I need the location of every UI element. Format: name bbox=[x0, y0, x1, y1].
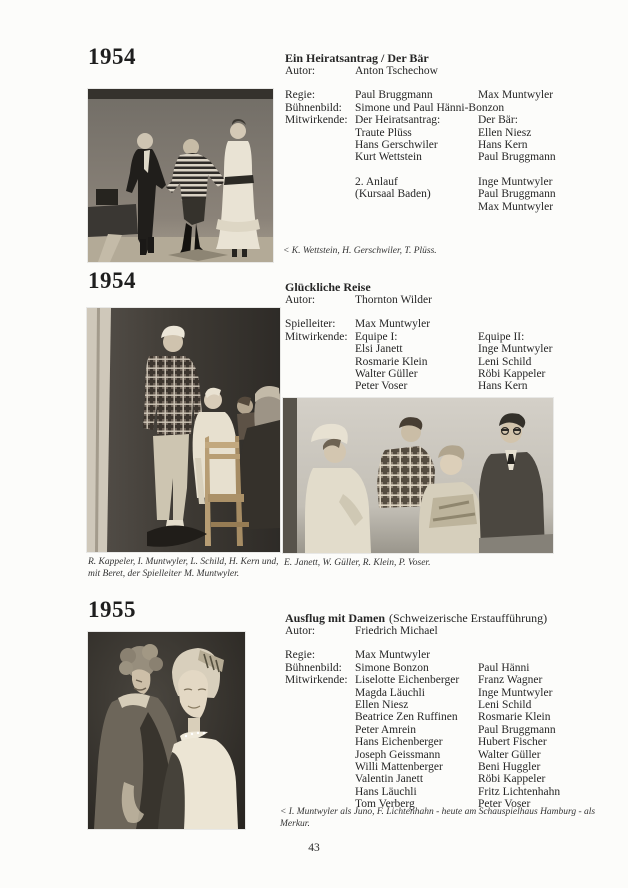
credit-col1: Anton Tschechow bbox=[355, 65, 438, 77]
credit-col2: Equipe II: bbox=[478, 330, 525, 343]
credit-col1: Max Muntwyler bbox=[355, 649, 431, 662]
credit-col2: Paul Hänni bbox=[478, 661, 530, 674]
credit-col1: Simone Bonzon bbox=[355, 661, 429, 674]
credit-label: Autor: bbox=[285, 65, 316, 77]
credit-col1: Simone und Paul Hänni-Bonzon bbox=[355, 101, 505, 114]
credit-col2: Röbi Kappeler bbox=[478, 368, 546, 381]
credit-row bbox=[285, 368, 561, 380]
credit-row bbox=[285, 127, 561, 139]
credits-glueckliche-reise bbox=[285, 281, 561, 393]
credit-col2 bbox=[478, 625, 561, 637]
year-heading-1955: 1955 bbox=[88, 597, 136, 622]
credit-col2 bbox=[478, 294, 561, 306]
credit-col2: Fritz Lichtenhahn bbox=[478, 785, 561, 798]
credit-col1: Beatrice Zen Ruffinen bbox=[355, 711, 458, 724]
credit-col1: Hans Eichenberger bbox=[355, 736, 443, 749]
credit-col2: Paul Bruggmann bbox=[478, 188, 556, 201]
credit-row bbox=[285, 724, 561, 736]
credit-row bbox=[285, 687, 561, 699]
credit-col1: Kurt Wettstein bbox=[355, 151, 422, 164]
credit-col2: Inge Muntwyler bbox=[478, 175, 553, 188]
credit-col1: Elsi Janett bbox=[355, 343, 403, 356]
credits-ausflug-mit-damen bbox=[285, 612, 561, 811]
credit-col1: (Kursaal Baden) bbox=[355, 188, 431, 201]
credits-heiratsantrag bbox=[285, 52, 561, 213]
credit-row bbox=[285, 331, 561, 343]
credit-col2: Röbi Kappeler bbox=[478, 773, 546, 786]
credit-col2: Franz Wagner bbox=[478, 674, 543, 687]
photo-glueckliche-reise-rechts bbox=[283, 398, 553, 553]
credit-row bbox=[285, 343, 561, 355]
credit-col1: 2. Anlauf bbox=[355, 175, 398, 188]
credit-row bbox=[285, 625, 561, 637]
credit-row bbox=[285, 201, 561, 213]
credit-col2 bbox=[478, 65, 561, 77]
credit-col2: Inge Muntwyler bbox=[478, 686, 553, 699]
photo-ausflug-mit-damen bbox=[88, 632, 245, 829]
credit-label bbox=[285, 736, 355, 748]
year-heading-1954a: 1954 bbox=[88, 44, 136, 69]
credit-col1: Paul Bruggmann bbox=[355, 89, 433, 102]
page-number: 43 bbox=[308, 842, 320, 854]
credit-col1 bbox=[355, 201, 478, 213]
credit-label bbox=[285, 711, 355, 723]
photo-caption-reise-links: R. Kappeler, I. Muntwyler, L. Schild, H. Kern und, mit Beret, der Spielleiter M. Muntwyler. bbox=[88, 557, 279, 579]
credit-label: Mitwirkende: bbox=[285, 114, 348, 127]
credits-table bbox=[285, 625, 561, 811]
credit-col1: Hans Gerschwiler bbox=[355, 139, 438, 152]
credit-label bbox=[285, 380, 355, 392]
credit-label bbox=[285, 773, 355, 785]
credit-label bbox=[285, 188, 355, 200]
credit-label bbox=[285, 201, 355, 213]
credit-row bbox=[285, 711, 561, 723]
credit-row bbox=[285, 761, 561, 773]
credit-label bbox=[285, 749, 355, 761]
credit-row bbox=[285, 380, 561, 392]
photo-caption-heiratsantrag: < K. Wettstein, H. Gerschwiler, T. Plüss. bbox=[283, 246, 437, 256]
credit-row bbox=[285, 318, 561, 330]
credit-col2: Leni Schild bbox=[478, 699, 532, 712]
credit-label bbox=[285, 151, 355, 163]
credit-label: Spielleiter: bbox=[285, 318, 336, 331]
credit-label bbox=[285, 699, 355, 711]
credit-row bbox=[285, 356, 561, 368]
credit-row bbox=[285, 736, 561, 748]
credit-label bbox=[285, 127, 355, 139]
credit-label: Mitwirkende: bbox=[285, 330, 348, 343]
credit-label bbox=[285, 176, 355, 188]
credit-label bbox=[285, 368, 355, 380]
credit-label: Bühnenbild: bbox=[285, 101, 342, 114]
credit-label bbox=[285, 687, 355, 699]
credit-col2: Paul Bruggmann bbox=[478, 723, 556, 736]
year-heading-1954b: 1954 bbox=[88, 268, 136, 293]
credit-col2: Peter Voser bbox=[478, 798, 531, 811]
credit-col1: Tom Verberg bbox=[355, 798, 415, 811]
credit-label bbox=[285, 786, 355, 798]
play-title-ausflug: Ausflug mit Damen (Schweizerische Erstaufführung) bbox=[285, 611, 548, 625]
credit-col2: Leni Schild bbox=[478, 355, 532, 368]
credit-col2: Max Muntwyler bbox=[478, 89, 554, 102]
credit-col1: Der Heiratsantrag: bbox=[355, 114, 441, 127]
credit-col1: Thornton Wilder bbox=[355, 294, 432, 306]
credit-col1: Joseph Geissmann bbox=[355, 748, 441, 761]
credit-col1: Ellen Niesz bbox=[355, 699, 409, 712]
credit-label: Regie: bbox=[285, 89, 316, 102]
photo-caption-reise-rechts: E. Janett, W. Güller, R. Klein, P. Voser. bbox=[284, 558, 431, 568]
credit-row bbox=[285, 773, 561, 785]
photo-glueckliche-reise-links bbox=[87, 308, 280, 552]
credit-label bbox=[285, 343, 355, 355]
credit-row bbox=[285, 294, 561, 306]
credit-label: Mitwirkende: bbox=[285, 674, 348, 687]
credit-col1: Willi Mattenberger bbox=[355, 761, 443, 774]
credit-col1: Liselotte Eichenberger bbox=[355, 674, 460, 687]
credit-col2: Hubert Fischer bbox=[478, 736, 547, 749]
credit-row bbox=[285, 188, 561, 200]
credit-label: Bühnenbild: bbox=[285, 661, 342, 674]
credit-col2 bbox=[504, 102, 561, 114]
credit-col2: Ellen Niesz bbox=[478, 126, 532, 139]
credit-row bbox=[285, 662, 561, 674]
credit-row bbox=[285, 65, 561, 77]
credit-row bbox=[285, 102, 561, 114]
credit-row bbox=[285, 151, 561, 163]
credit-col2: Paul Bruggmann bbox=[478, 151, 556, 164]
photo-ein-heiratsantrag-stage-scene bbox=[88, 89, 273, 262]
credit-col2 bbox=[478, 318, 561, 330]
credit-row bbox=[285, 139, 561, 151]
credit-col1: Max Muntwyler bbox=[355, 318, 431, 331]
credit-row bbox=[285, 114, 561, 126]
credit-col1: Traute Plüss bbox=[355, 126, 412, 139]
credit-row bbox=[285, 176, 561, 188]
credit-col2: Beni Huggler bbox=[478, 761, 541, 774]
credit-col2: Rosmarie Klein bbox=[478, 711, 551, 724]
credit-label: Autor: bbox=[285, 294, 316, 306]
credits-table bbox=[285, 65, 561, 213]
credit-col2: Hans Kern bbox=[478, 380, 528, 393]
credit-col1: Walter Güller bbox=[355, 368, 418, 381]
credit-col2: Inge Muntwyler bbox=[478, 343, 553, 356]
credit-row bbox=[285, 786, 561, 798]
credit-label bbox=[285, 356, 355, 368]
credit-col1: Rosmarie Klein bbox=[355, 355, 428, 368]
credit-col2: Max Muntwyler bbox=[478, 200, 554, 213]
credit-label bbox=[285, 761, 355, 773]
credit-col1: Friedrich Michael bbox=[355, 625, 438, 637]
credit-row bbox=[285, 89, 561, 101]
credit-col2: Hans Kern bbox=[478, 139, 528, 152]
credit-col1: Valentin Janett bbox=[355, 773, 424, 786]
credit-col1: Hans Läuchli bbox=[355, 785, 417, 798]
credit-col1: Peter Voser bbox=[355, 380, 408, 393]
credits-table bbox=[285, 294, 561, 393]
credit-row bbox=[285, 674, 561, 686]
credit-label bbox=[285, 139, 355, 151]
credit-col1: Equipe I: bbox=[355, 330, 398, 343]
play-title-glueckliche-reise: Glückliche Reise bbox=[285, 280, 371, 294]
credit-col2 bbox=[478, 649, 561, 661]
credit-col1: Peter Amrein bbox=[355, 723, 416, 736]
credit-col1: Magda Läuchli bbox=[355, 686, 425, 699]
credit-col2: Der Bär: bbox=[478, 114, 518, 127]
credit-row bbox=[285, 649, 561, 661]
photo-caption-ausflug: < I. Muntwyler als Juno, F. Lichtenhahn - heute am Schauspielhaus Hamburg - als Merkur. bbox=[280, 807, 596, 829]
credit-label: Autor: bbox=[285, 625, 316, 637]
credit-label: Regie: bbox=[285, 649, 316, 662]
play-title-heiratsantrag: Ein Heiratsantrag / Der Bär bbox=[285, 51, 429, 65]
credit-label bbox=[285, 724, 355, 736]
credit-row bbox=[285, 749, 561, 761]
credit-row bbox=[285, 699, 561, 711]
credit-col2: Walter Güller bbox=[478, 748, 541, 761]
